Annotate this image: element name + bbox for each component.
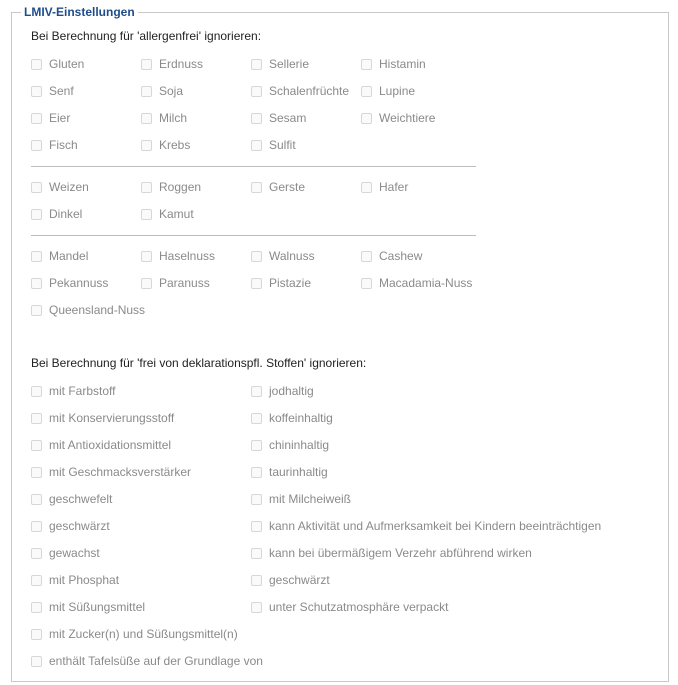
checkbox-label: enthält Tafelsüße auf der Grundlage von <box>49 654 263 668</box>
checkbox-box[interactable] <box>251 278 262 289</box>
checkbox-label: koffeinhaltig <box>269 411 333 425</box>
checkbox-label: Milch <box>159 111 188 125</box>
checkbox-box[interactable] <box>31 182 42 193</box>
checkbox-mit-antioxidationsmittel[interactable] <box>31 438 171 452</box>
checkbox-box[interactable] <box>31 602 42 613</box>
checkbox-label: Sellerie <box>269 57 310 71</box>
checkbox-box[interactable] <box>31 440 42 451</box>
checkbox-label: Pekannuss <box>49 276 109 290</box>
checkbox-box[interactable] <box>361 251 372 262</box>
checkbox-box[interactable] <box>141 209 152 220</box>
checkbox-mandel[interactable] <box>31 249 88 263</box>
checkbox-label: mit Milcheiweiß <box>269 492 352 506</box>
checkbox-box[interactable] <box>31 86 42 97</box>
checkbox-box[interactable] <box>251 521 262 532</box>
checkbox-roggen[interactable] <box>141 180 201 194</box>
checkbox-label: Hafer <box>379 180 409 194</box>
checkbox-mit-konservierungsstoff[interactable] <box>31 411 174 425</box>
checkbox-label: geschwefelt <box>49 492 113 506</box>
checkbox-box[interactable] <box>31 278 42 289</box>
checkbox-eier[interactable] <box>31 111 70 125</box>
checkbox-box[interactable] <box>31 305 42 316</box>
checkbox-pistazie[interactable] <box>251 276 311 290</box>
checkbox-box[interactable] <box>361 113 372 124</box>
checkbox-label: Lupine <box>379 84 416 98</box>
declaration-heading: Bei Berechnung für 'frei von deklarationspfl. Stoffen' ignorieren: <box>31 356 367 370</box>
checkbox-label: mit Süßungsmittel <box>49 600 146 614</box>
checkbox-kann-aktivitat-und-aufmerksamkeit-bei-kindern-beeintrachtigen[interactable] <box>251 519 601 533</box>
checkbox-label: Dinkel <box>49 207 83 221</box>
checkbox-dinkel[interactable] <box>31 207 82 221</box>
checkbox-box[interactable] <box>361 86 372 97</box>
checkbox-box[interactable] <box>31 467 42 478</box>
checkbox-box[interactable] <box>251 59 262 70</box>
checkbox-label: Fisch <box>49 138 78 152</box>
checkbox-box[interactable] <box>31 140 42 151</box>
checkbox-label: Senf <box>49 84 74 98</box>
checkbox-box[interactable] <box>251 548 262 559</box>
checkbox-label: geschwärzt <box>49 519 110 533</box>
checkbox-label: Gerste <box>269 180 306 194</box>
checkbox-soja[interactable] <box>141 84 183 98</box>
checkbox-label: mit Geschmacksverstärker <box>49 465 192 479</box>
checkbox-label: Mandel <box>49 249 89 263</box>
checkbox-box[interactable] <box>251 386 262 397</box>
checkbox-label: kann Aktivität und Aufmerksamkeit bei Kindern beeinträchtigen <box>269 519 602 533</box>
checkbox-box[interactable] <box>251 113 262 124</box>
checkbox-jodhaltig[interactable] <box>251 384 314 398</box>
checkbox-sulfit[interactable] <box>251 138 296 152</box>
checkbox-label: taurinhaltig <box>269 465 328 479</box>
checkbox-hafer[interactable] <box>361 180 408 194</box>
checkbox-mit-milcheiwei[interactable] <box>251 492 351 506</box>
checkbox-mit-zucker-n-und-su-ungsmittel-n[interactable] <box>31 627 238 641</box>
checkbox-label: geschwärzt <box>269 573 330 587</box>
checkbox-label: Erdnuss <box>159 57 204 71</box>
checkbox-walnuss[interactable] <box>251 249 315 263</box>
checkbox-label: Walnuss <box>269 249 315 263</box>
checkbox-label: Gluten <box>49 57 85 71</box>
checkbox-schalenfruchte[interactable] <box>251 84 349 98</box>
checkbox-label: Pistazie <box>269 276 312 290</box>
checkbox-box[interactable] <box>251 251 262 262</box>
checkbox-box[interactable] <box>31 59 42 70</box>
checkbox-label: unter Schutzatmosphäre verpackt <box>269 600 449 614</box>
checkbox-label: jodhaltig <box>269 384 314 398</box>
checkbox-label: Histamin <box>379 57 426 71</box>
checkbox-label: kann bei übermäßigem Verzehr abführend wirken <box>269 546 532 560</box>
checkbox-paranuss[interactable] <box>141 276 210 290</box>
checkbox-pekannuss[interactable] <box>31 276 108 290</box>
checkbox-box[interactable] <box>251 494 262 505</box>
checkbox-label: Macadamia-Nuss <box>379 276 473 290</box>
checkbox-weizen[interactable] <box>31 180 89 194</box>
checkbox-label: chininhaltig <box>269 438 330 452</box>
checkbox-box[interactable] <box>141 278 152 289</box>
checkbox-label: Kamut <box>159 207 194 221</box>
checkbox-lupine[interactable] <box>361 84 415 98</box>
checkbox-enthalt-tafelsu-e-auf-der-grundlage-von[interactable] <box>31 654 263 668</box>
checkbox-gluten[interactable] <box>31 57 84 71</box>
checkbox-box[interactable] <box>31 209 42 220</box>
checkbox-mit-phosphat[interactable] <box>31 573 119 587</box>
checkbox-box[interactable] <box>251 575 262 586</box>
checkbox-fisch[interactable] <box>31 138 78 152</box>
checkbox-box[interactable] <box>251 440 262 451</box>
checkbox-milch[interactable] <box>141 111 187 125</box>
checkbox-label: Soja <box>159 84 184 98</box>
checkbox-box[interactable] <box>31 413 42 424</box>
checkbox-label: Weizen <box>49 180 89 194</box>
checkbox-geschwarzt[interactable] <box>251 573 330 587</box>
checkbox-label: mit Phosphat <box>49 573 120 587</box>
checkbox-label: mit Antioxidationsmittel <box>49 438 172 452</box>
checkbox-gewachst[interactable] <box>31 546 100 560</box>
checkbox-label: Schalenfrüchte <box>269 84 350 98</box>
checkbox-label: mit Farbstoff <box>49 384 116 398</box>
checkbox-mit-su-ungsmittel[interactable] <box>31 600 145 614</box>
checkbox-box[interactable] <box>31 386 42 397</box>
checkbox-label: Weichtiere <box>379 111 436 125</box>
checkbox-gerste[interactable] <box>251 180 305 194</box>
checkbox-box[interactable] <box>141 59 152 70</box>
checkbox-label: Cashew <box>379 249 423 263</box>
checkbox-cashew[interactable] <box>361 249 422 263</box>
checkbox-erdnuss[interactable] <box>141 57 203 71</box>
checkbox-weichtiere[interactable] <box>361 111 435 125</box>
checkbox-box[interactable] <box>361 278 372 289</box>
checkbox-mit-geschmacksverstarker[interactable] <box>31 465 191 479</box>
checkbox-krebs[interactable] <box>141 138 190 152</box>
checkbox-macadamia-nuss[interactable] <box>361 276 472 290</box>
checkbox-box[interactable] <box>31 629 42 640</box>
checkbox-unter-schutzatmosphare-verpackt[interactable] <box>251 600 448 614</box>
checkbox-box[interactable] <box>251 140 262 151</box>
checkbox-box[interactable] <box>31 521 42 532</box>
checkbox-box[interactable] <box>31 548 42 559</box>
checkbox-label: Eier <box>49 111 71 125</box>
checkbox-box[interactable] <box>31 113 42 124</box>
checkbox-haselnuss[interactable] <box>141 249 215 263</box>
checkbox-box[interactable] <box>361 182 372 193</box>
checkbox-box[interactable] <box>141 182 152 193</box>
checkbox-label: mit Zucker(n) und Süßungsmittel(n) <box>49 627 238 641</box>
checkbox-box[interactable] <box>251 413 262 424</box>
checkbox-label: Haselnuss <box>159 249 216 263</box>
checkbox-kann-bei-uberma-igem-verzehr-abfuhrend-wirken[interactable] <box>251 546 532 560</box>
checkbox-label: Krebs <box>159 138 191 152</box>
checkbox-geschwarzt[interactable] <box>31 519 110 533</box>
checkbox-box[interactable] <box>31 251 42 262</box>
checkbox-box[interactable] <box>141 140 152 151</box>
checkbox-box[interactable] <box>141 113 152 124</box>
group-divider <box>31 166 476 167</box>
checkbox-sesam[interactable] <box>251 111 306 125</box>
checkbox-box[interactable] <box>31 656 42 667</box>
checkbox-label: gewachst <box>49 546 100 560</box>
checkbox-box[interactable] <box>251 467 262 478</box>
checkbox-box[interactable] <box>141 86 152 97</box>
checkbox-box[interactable] <box>141 251 152 262</box>
checkbox-sellerie[interactable] <box>251 57 309 71</box>
checkbox-label: Roggen <box>159 180 202 194</box>
checkbox-label: Sulfit <box>269 138 296 152</box>
checkbox-koffeinhaltig[interactable] <box>251 411 333 425</box>
checkbox-chininhaltig[interactable] <box>251 438 329 452</box>
group-divider <box>31 235 476 236</box>
checkbox-mit-farbstoff[interactable] <box>31 384 115 398</box>
checkbox-box[interactable] <box>251 86 262 97</box>
checkbox-box[interactable] <box>251 602 262 613</box>
allergen-heading: Bei Berechnung für 'allergenfrei' ignorieren: <box>31 29 262 43</box>
checkbox-box[interactable] <box>31 494 42 505</box>
checkbox-queensland-nuss[interactable] <box>31 303 145 317</box>
checkbox-label: Queensland-Nuss <box>49 303 146 317</box>
checkbox-box[interactable] <box>361 59 372 70</box>
checkbox-geschwefelt[interactable] <box>31 492 112 506</box>
checkbox-box[interactable] <box>251 182 262 193</box>
checkbox-taurinhaltig[interactable] <box>251 465 328 479</box>
checkbox-label: Sesam <box>269 111 307 125</box>
checkbox-label: mit Konservierungsstoff <box>49 411 175 425</box>
checkbox-senf[interactable] <box>31 84 74 98</box>
checkbox-kamut[interactable] <box>141 207 194 221</box>
checkbox-histamin[interactable] <box>361 57 426 71</box>
checkbox-box[interactable] <box>31 575 42 586</box>
fieldset-legend: LMIV-Einstellungen <box>21 5 138 19</box>
checkbox-label: Paranuss <box>159 276 210 290</box>
